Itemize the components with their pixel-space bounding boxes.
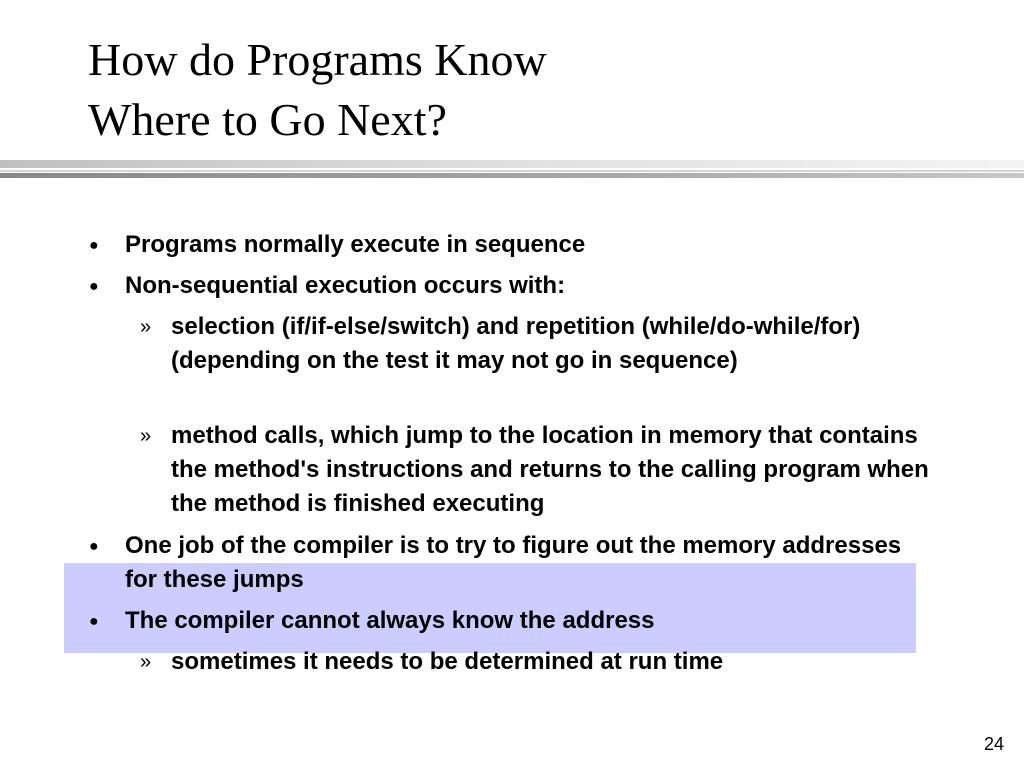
bullet-text: Programs normally execute in sequence bbox=[125, 231, 586, 258]
bullet-text: Non-sequential execution occurs with: bbox=[125, 272, 566, 299]
sub-bullet-text bbox=[171, 310, 880, 378]
bullet-item bbox=[88, 269, 918, 303]
bullet-item bbox=[88, 529, 908, 597]
bullet-dot-icon: ● bbox=[89, 538, 99, 555]
bullet-text: One job of the compiler is to try to figure out the memory addresses for these jumps bbox=[125, 532, 902, 593]
sub-bullet-item bbox=[140, 310, 880, 378]
sub-bullet-text: sometimes it needs to be determined at run time bbox=[171, 648, 724, 675]
sub-bullet-text: method calls, which jump to the location in memory that contains the method's instructions and returns to the calling program when the method is finished executing bbox=[171, 422, 929, 517]
slide-title-line-1: How do Programs Know bbox=[88, 34, 547, 85]
slide-title-line-2: Where to Go Next? bbox=[88, 94, 447, 145]
sub-bullet-line: (depending on the test it may not go in sequence) bbox=[171, 347, 738, 374]
sub-bullet-item bbox=[140, 645, 940, 679]
sub-bullet-line: selection (if/if-else/switch) and repetition (while/do-while/for) bbox=[171, 313, 861, 340]
sub-bullet-chevron-icon: » bbox=[140, 316, 152, 338]
bullet-dot-icon: ● bbox=[89, 613, 99, 630]
bullet-text: The compiler cannot always know the address bbox=[125, 607, 655, 634]
bullet-dot-icon: ● bbox=[89, 278, 99, 295]
bullet-item bbox=[88, 604, 918, 638]
sub-bullet-chevron-icon: » bbox=[140, 425, 152, 447]
sub-bullet-item bbox=[140, 419, 940, 521]
page-number: 24 bbox=[983, 734, 1004, 754]
bullet-item bbox=[88, 228, 918, 262]
bullet-dot-icon: ● bbox=[89, 237, 99, 254]
sub-bullet-chevron-icon: » bbox=[140, 651, 152, 673]
